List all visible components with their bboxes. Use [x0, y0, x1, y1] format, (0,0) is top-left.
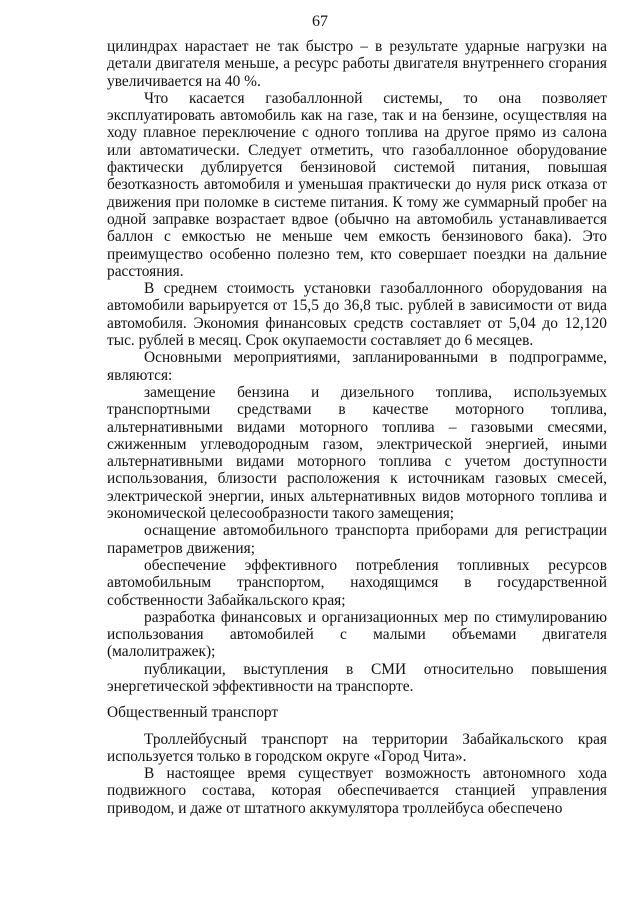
list-item-efficient-consumption: обеспечение эффективного потребления топливных ресурсов автомобильным транспортом, находящимся в государственной собственности Забайкальского края;: [107, 556, 607, 609]
section-heading: Общественный транспорт: [107, 704, 279, 722]
paragraph-cost: В среднем стоимость установки газобаллонного оборудования на автомобили варьируется от 15,5 до 36,8 тыс. рублей в зависимости от вида автомобиля. Экономия финансовых средств составляет от 5,04 до 12,120 тыс. рублей в месяц. Срок окупаемости составляет до 6 месяцев.: [107, 280, 607, 350]
paragraph-measures-intro: Основными мероприятиями, запланированными в подпрограмме, являются:: [107, 349, 607, 384]
list-item-publications: публикации, выступления в СМИ относительно повышения энергетической эффективности на транспорте.: [107, 660, 607, 695]
paragraph-continuation: цилиндрах нарастает не так быстро – в результате ударные нагрузки на детали двигателя меньше, а ресурс работы двигателя внутреннего сгорания увеличивается на 40 %.: [107, 38, 607, 90]
paragraph-autonomous-run: В настоящее время существует возможность автономного хода подвижного состава, которая обеспечивается станцией управления приводом, и даже от штатного аккумулятора троллейбуса обеспечено: [107, 765, 607, 817]
list-item-registration-devices: оснащение автомобильного транспорта приборами для регистрации параметров движения;: [107, 522, 607, 557]
page-number: 67: [312, 13, 328, 30]
paragraph-gas-system: Что касается газобаллонной системы, то она позволяет эксплуатировать автомобиль как на газе, так и на бензине, осуществляя на ходу плавное переключение с одного топлива на другое прямо из салона или автоматически. Следует отметить, что газобаллонное оборудование фактически дублируется бензиновой системой питания, повышая безотказность автомобиля и уменьшая практически до нуля риск отказа от движения при поломке в системе питания. К тому же суммарный пробег на одной заправке возрастает вдвое (обычно на автомобиль устанавливается баллон с емкостью не меньше чем емкость бензинового бака). Это преимущество особенно полезно тем, кто совершает поездки на дальние расстояния.: [107, 89, 607, 280]
list-item-fuel-replacement: замещение бензина и дизельного топлива, используемых транспортными средствами в качестве моторного топлива, альтернативными видами моторного топлива – газовыми смесями, сжиженным углеводородным газом, электрической энергией, иными альтернативными видами моторного топлива с учетом доступности использования, близости расположения к источникам газовых смесей, электрической энергии, иных альтернативных видов моторного топлива и экономической целесообразности такого замещения;: [107, 383, 607, 523]
page-body: [107, 38, 607, 817]
paragraph-trolleybus: Троллейбусный транспорт на территории Забайкальского края используется только в городском округе «Город Чита».: [107, 730, 607, 765]
list-item-financial-measures: разработка финансовых и организационных мер по стимулированию использования автомобилей с малыми объемами двигателя (малолитражек);: [107, 608, 607, 661]
